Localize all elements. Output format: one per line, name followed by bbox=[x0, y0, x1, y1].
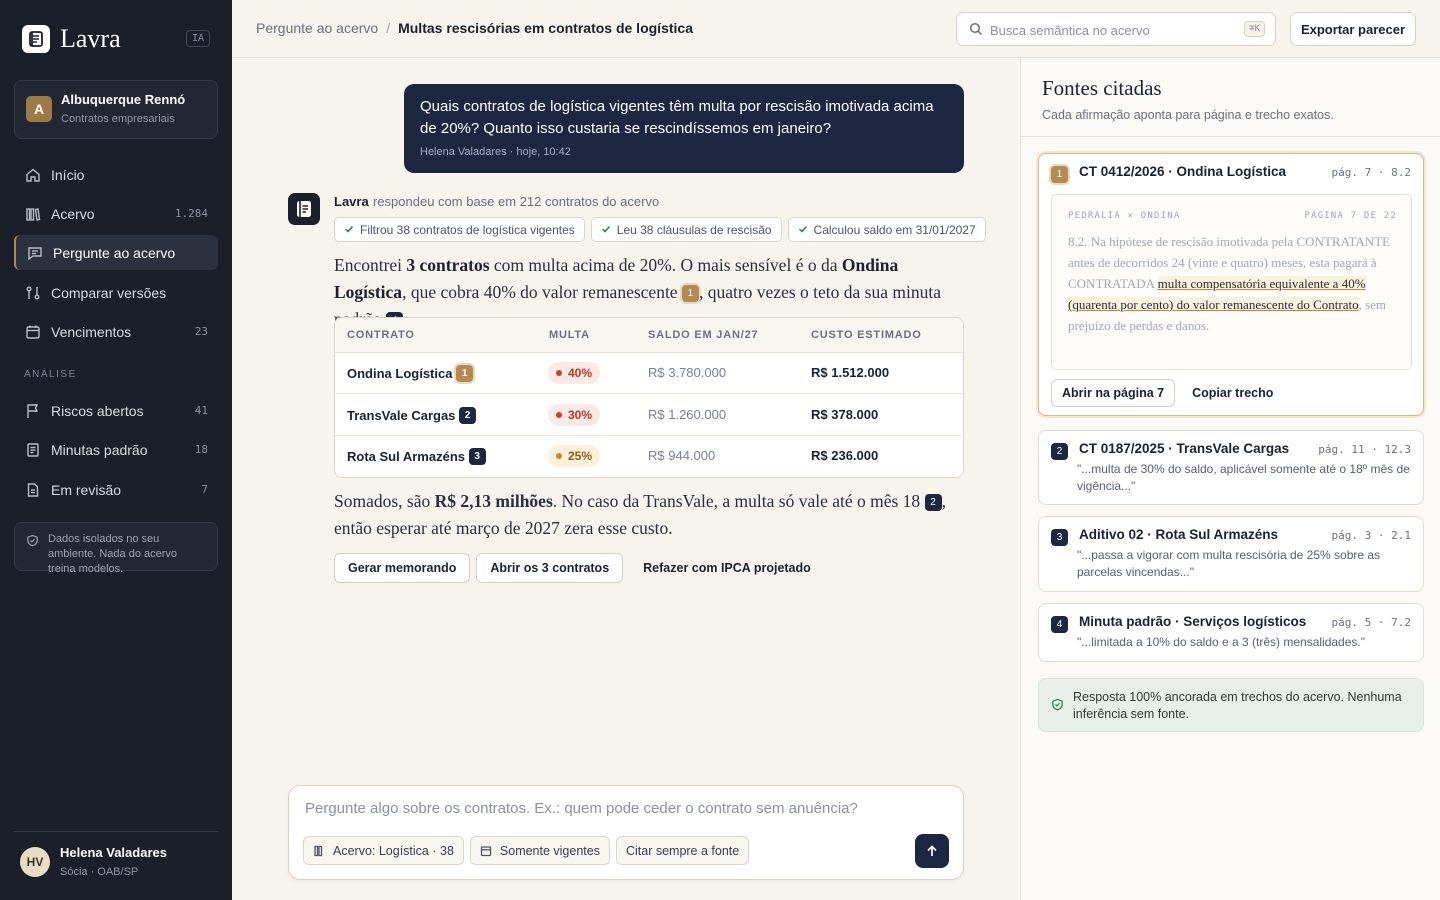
check-icon bbox=[601, 223, 611, 237]
excerpt-context: , sem prejuízo de perdas e danos. bbox=[1068, 297, 1387, 333]
user-avatar[interactable]: HV bbox=[20, 847, 50, 877]
user-role: Sócia · OAB/SP bbox=[60, 866, 139, 878]
source-number: 2 bbox=[1051, 443, 1068, 460]
sources-subtitle: Cada afirmação aponta para página e trecho exatos. bbox=[1042, 108, 1334, 122]
source-page: pág. 3 · 2.1 bbox=[1331, 529, 1411, 542]
contract-name bbox=[347, 448, 486, 465]
top-header bbox=[232, 0, 1440, 58]
search-input[interactable] bbox=[990, 20, 1230, 40]
source-title: Minuta padrão · Serviços logísticos bbox=[1079, 614, 1307, 629]
workspace-switcher[interactable] bbox=[14, 80, 218, 139]
sidebar-item-label: Riscos abertos bbox=[51, 402, 144, 419]
answer-text: Encontrei bbox=[334, 255, 407, 275]
source-quote: "...multa de 30% do saldo, aplicável somente até o 18º mês de vigência..." bbox=[1077, 462, 1410, 493]
sidebar-item-comparar[interactable] bbox=[14, 275, 218, 310]
source-page: pág. 5 · 7.2 bbox=[1331, 616, 1411, 629]
step-label: Leu 38 cláusulas de rescisão bbox=[616, 222, 772, 237]
column-header: SALDO EM JAN/27 bbox=[648, 329, 759, 341]
source-number: 3 bbox=[1051, 529, 1068, 546]
excerpt-text bbox=[1068, 231, 1398, 336]
breadcrumb-parent[interactable]: Pergunte ao acervo bbox=[256, 20, 379, 36]
cost-value: R$ 378.000 bbox=[811, 407, 879, 422]
source-title: Aditivo 02 · Rota Sul Armazéns bbox=[1079, 527, 1279, 542]
citation-marker[interactable]: 2 bbox=[925, 494, 942, 511]
sources-title: Fontes citadas bbox=[1042, 76, 1162, 100]
panel-divider bbox=[1021, 136, 1440, 137]
sidebar-item-inicio[interactable] bbox=[14, 157, 218, 192]
calendar-icon bbox=[24, 323, 42, 341]
sidebar-item-acervo[interactable] bbox=[14, 196, 218, 231]
sidebar-item-count: 23 bbox=[194, 325, 208, 338]
contract-name-text: Ondina Logística bbox=[347, 366, 453, 381]
answer-subtitle: respondeu com base em 212 contratos do acervo bbox=[373, 194, 660, 209]
step-label: Filtrou 38 contratos de logística vigentes bbox=[360, 222, 575, 237]
sidebar-item-vencimentos[interactable] bbox=[14, 314, 218, 349]
check-icon bbox=[798, 223, 808, 237]
table-row[interactable] bbox=[335, 436, 963, 477]
source-number: 1 bbox=[1051, 166, 1068, 183]
filter-chip-citar[interactable] bbox=[616, 836, 749, 865]
citation-marker[interactable]: 2 bbox=[459, 407, 476, 424]
sidebar-item-minutas[interactable] bbox=[14, 432, 218, 467]
document-icon bbox=[24, 481, 42, 499]
cost-value: R$ 1.512.000 bbox=[811, 365, 890, 380]
redo-ipca-button[interactable]: Refazer com IPCA projetado bbox=[629, 553, 825, 583]
source-page: pág. 11 · 12.3 bbox=[1318, 443, 1411, 456]
message-composer bbox=[288, 785, 964, 880]
risk-dot bbox=[556, 370, 562, 376]
source-quote: "...limitada a 10% do saldo e a 3 (três) mensalidades." bbox=[1077, 635, 1365, 649]
source-page: pág. 7 · 8.2 bbox=[1331, 166, 1411, 179]
penalty-badge bbox=[548, 404, 600, 426]
ai-badge: IA bbox=[186, 30, 210, 47]
sidebar-item-label: Minutas padrão bbox=[51, 441, 148, 458]
sidebar-item-pergunte[interactable] bbox=[14, 235, 218, 270]
arrow-up-icon bbox=[925, 844, 939, 858]
anchor-note-text: Resposta 100% ancorada em trechos do acervo. Nenhuma inferência sem fonte. bbox=[1073, 690, 1402, 721]
sidebar-item-count: 18 bbox=[194, 443, 208, 456]
chip-label: Somente vigentes bbox=[499, 843, 600, 858]
library-icon bbox=[313, 845, 325, 857]
contract-name bbox=[347, 407, 476, 424]
search-icon bbox=[969, 22, 983, 39]
compare-icon bbox=[24, 284, 42, 302]
check-icon bbox=[344, 223, 354, 237]
home-icon bbox=[24, 166, 42, 184]
answer-emphasis: Ondina Logística bbox=[334, 255, 899, 302]
breadcrumb bbox=[256, 20, 693, 36]
document-header: PEDRÁLIA × ONDINA bbox=[1068, 211, 1181, 221]
source-card[interactable] bbox=[1038, 603, 1424, 662]
app-name: Lavra bbox=[60, 24, 121, 53]
reasoning-step bbox=[788, 217, 986, 242]
source-actions bbox=[1051, 379, 1284, 407]
sidebar bbox=[0, 0, 232, 900]
citation-marker[interactable]: 1 bbox=[682, 285, 699, 302]
excerpt-highlight: multa compensatória equivalente a 40% (quarenta por cento) do valor remanescente do Contrato bbox=[1068, 276, 1366, 312]
answer-paragraph-2 bbox=[334, 488, 964, 542]
shield-check-icon bbox=[26, 534, 39, 552]
source-card[interactable] bbox=[1038, 430, 1424, 505]
sidebar-item-riscos[interactable] bbox=[14, 393, 218, 428]
table-row[interactable] bbox=[335, 353, 963, 394]
lavra-logo-icon bbox=[22, 25, 50, 53]
workspace-name: Albuquerque Rennó bbox=[61, 92, 186, 107]
reasoning-steps bbox=[334, 217, 986, 242]
document-page-indicator: PÁGINA 7 DE 22 bbox=[1304, 211, 1397, 221]
privacy-note bbox=[14, 522, 218, 575]
source-card-active[interactable] bbox=[1038, 153, 1424, 416]
reasoning-step bbox=[334, 217, 585, 242]
sidebar-item-label: Acervo bbox=[51, 205, 95, 222]
balance-value: R$ 1.260.000 bbox=[648, 407, 727, 422]
breadcrumb-separator: / bbox=[386, 20, 391, 36]
brand[interactable] bbox=[22, 24, 121, 54]
sidebar-item-count: 7 bbox=[201, 483, 208, 496]
answer-emphasis: 3 contratos bbox=[406, 255, 490, 275]
risk-dot bbox=[556, 412, 562, 418]
filter-chip-acervo[interactable] bbox=[303, 836, 464, 865]
table-row[interactable] bbox=[335, 395, 963, 436]
document-excerpt bbox=[1051, 194, 1412, 370]
library-icon bbox=[24, 205, 42, 223]
source-title: CT 0187/2025 · TransVale Cargas bbox=[1079, 441, 1290, 456]
cost-value: R$ 236.000 bbox=[811, 448, 879, 463]
step-label: Calculou saldo em 31/01/2027 bbox=[813, 222, 976, 237]
citation-marker[interactable]: 1 bbox=[456, 365, 473, 382]
question-text: Quais contratos de logística vigentes têm multa por rescisão imotivada acima de 20%? Quanto isso custaria se rescindíssemos em janeiro? bbox=[420, 98, 934, 137]
source-quote: "...passa a vigorar com multa rescisória de 25% sobre as parcelas vincendas..." bbox=[1077, 548, 1381, 579]
sidebar-item-label: Pergunte ao acervo bbox=[53, 244, 176, 261]
template-icon bbox=[24, 441, 42, 459]
column-header: MULTA bbox=[549, 329, 590, 341]
answer-text: , que cobra 40% do valor remanescente bbox=[402, 282, 682, 302]
workspace-avatar: A bbox=[26, 96, 52, 122]
contracts-table bbox=[334, 317, 964, 478]
sidebar-item-label: Comparar versões bbox=[51, 284, 167, 301]
contract-name bbox=[347, 365, 473, 382]
chat-icon bbox=[26, 244, 44, 262]
penalty-badge bbox=[548, 362, 600, 384]
user-name: Helena Valadares bbox=[60, 845, 167, 860]
composer-filters bbox=[303, 836, 749, 865]
source-card[interactable] bbox=[1038, 516, 1424, 592]
sidebar-item-label: Vencimentos bbox=[51, 323, 132, 340]
sidebar-item-count: 41 bbox=[194, 404, 208, 417]
sidebar-item-revisao[interactable] bbox=[14, 472, 218, 507]
workspace-subtitle: Contratos empresariais bbox=[61, 113, 175, 125]
export-opinion-button[interactable]: Exportar parecer bbox=[1290, 12, 1416, 46]
answer-author: Lavra bbox=[334, 194, 369, 209]
answer-text: . No caso da TransVale, a multa só vale até o mês 18 bbox=[552, 491, 925, 511]
open-contracts-button[interactable]: Abrir os 3 contratos bbox=[476, 553, 623, 583]
semantic-search bbox=[956, 12, 1276, 46]
chip-label: Citar sempre a fonte bbox=[625, 843, 740, 858]
chip-label: Acervo: Logística · 38 bbox=[333, 843, 454, 858]
sources-panel bbox=[1020, 58, 1440, 900]
privacy-text: Dados isolados no seu ambiente. Nada do acervo treina modelos. bbox=[48, 533, 178, 575]
answer-text: , quatro vezes o teto da sua minuta bbox=[698, 282, 941, 302]
source-number: 4 bbox=[1051, 616, 1068, 633]
contract-name-text: Rota Sul Armazéns bbox=[347, 449, 465, 464]
sidebar-item-label: Em revisão bbox=[51, 481, 122, 498]
send-button[interactable] bbox=[915, 834, 949, 868]
search-shortcut: ⌘K bbox=[1244, 21, 1265, 37]
answer-text: Somados, são bbox=[334, 491, 435, 511]
sidebar-divider bbox=[14, 831, 218, 832]
excerpt-context: 8.2. Na hipótese de rescisão imotivada pela CONTRATANTE antes de decorridos 24 (vinte e quatro) meses, esta pagará à CONTRATADA bbox=[1068, 234, 1391, 291]
citation-marker[interactable]: 3 bbox=[469, 448, 486, 465]
lavra-avatar bbox=[288, 193, 320, 225]
breadcrumb-current: Multas rescisórias em contratos de logística bbox=[398, 20, 693, 36]
open-page-button[interactable]: Abrir na página 7 bbox=[1051, 379, 1175, 407]
table-header bbox=[335, 318, 963, 353]
generate-memo-button[interactable]: Gerar memorando bbox=[334, 553, 470, 583]
filter-chip-vigentes[interactable] bbox=[470, 836, 610, 865]
question-input[interactable] bbox=[305, 800, 945, 824]
penalty-value: 30% bbox=[568, 408, 593, 422]
penalty-value: 40% bbox=[568, 366, 593, 380]
sidebar-item-label: Início bbox=[51, 166, 85, 183]
column-header: CONTRATO bbox=[347, 329, 415, 341]
penalty-badge bbox=[548, 445, 600, 467]
answer-text: , então esperar até março de 2027 zera esse custo. bbox=[334, 491, 946, 538]
user-question-bubble bbox=[404, 84, 964, 173]
sidebar-item-count: 1.284 bbox=[174, 207, 208, 220]
answer-actions bbox=[334, 553, 825, 583]
contract-name-text: TransVale Cargas bbox=[347, 408, 456, 423]
flag-icon bbox=[24, 402, 42, 420]
answer-emphasis: R$ 2,13 milhões bbox=[434, 491, 553, 511]
penalty-value: 25% bbox=[568, 449, 593, 463]
shield-check-icon bbox=[1051, 698, 1064, 716]
copy-excerpt-button[interactable]: Copiar trecho bbox=[1181, 379, 1284, 407]
calendar-icon bbox=[480, 845, 492, 857]
balance-value: R$ 944.000 bbox=[648, 448, 716, 463]
source-title: CT 0412/2026 · Ondina Logística bbox=[1079, 164, 1287, 179]
column-header: CUSTO ESTIMADO bbox=[811, 329, 922, 341]
risk-dot bbox=[556, 453, 562, 459]
answer-text: com multa acima de 20%. O mais sensível é o da bbox=[489, 255, 842, 275]
nav-section-label: ANÁLISE bbox=[24, 369, 77, 380]
anchored-answer-note bbox=[1038, 678, 1424, 732]
question-meta: Helena Valadares · hoje, 10:42 bbox=[420, 146, 571, 158]
balance-value: R$ 3.780.000 bbox=[648, 365, 727, 380]
reasoning-step bbox=[591, 217, 782, 242]
